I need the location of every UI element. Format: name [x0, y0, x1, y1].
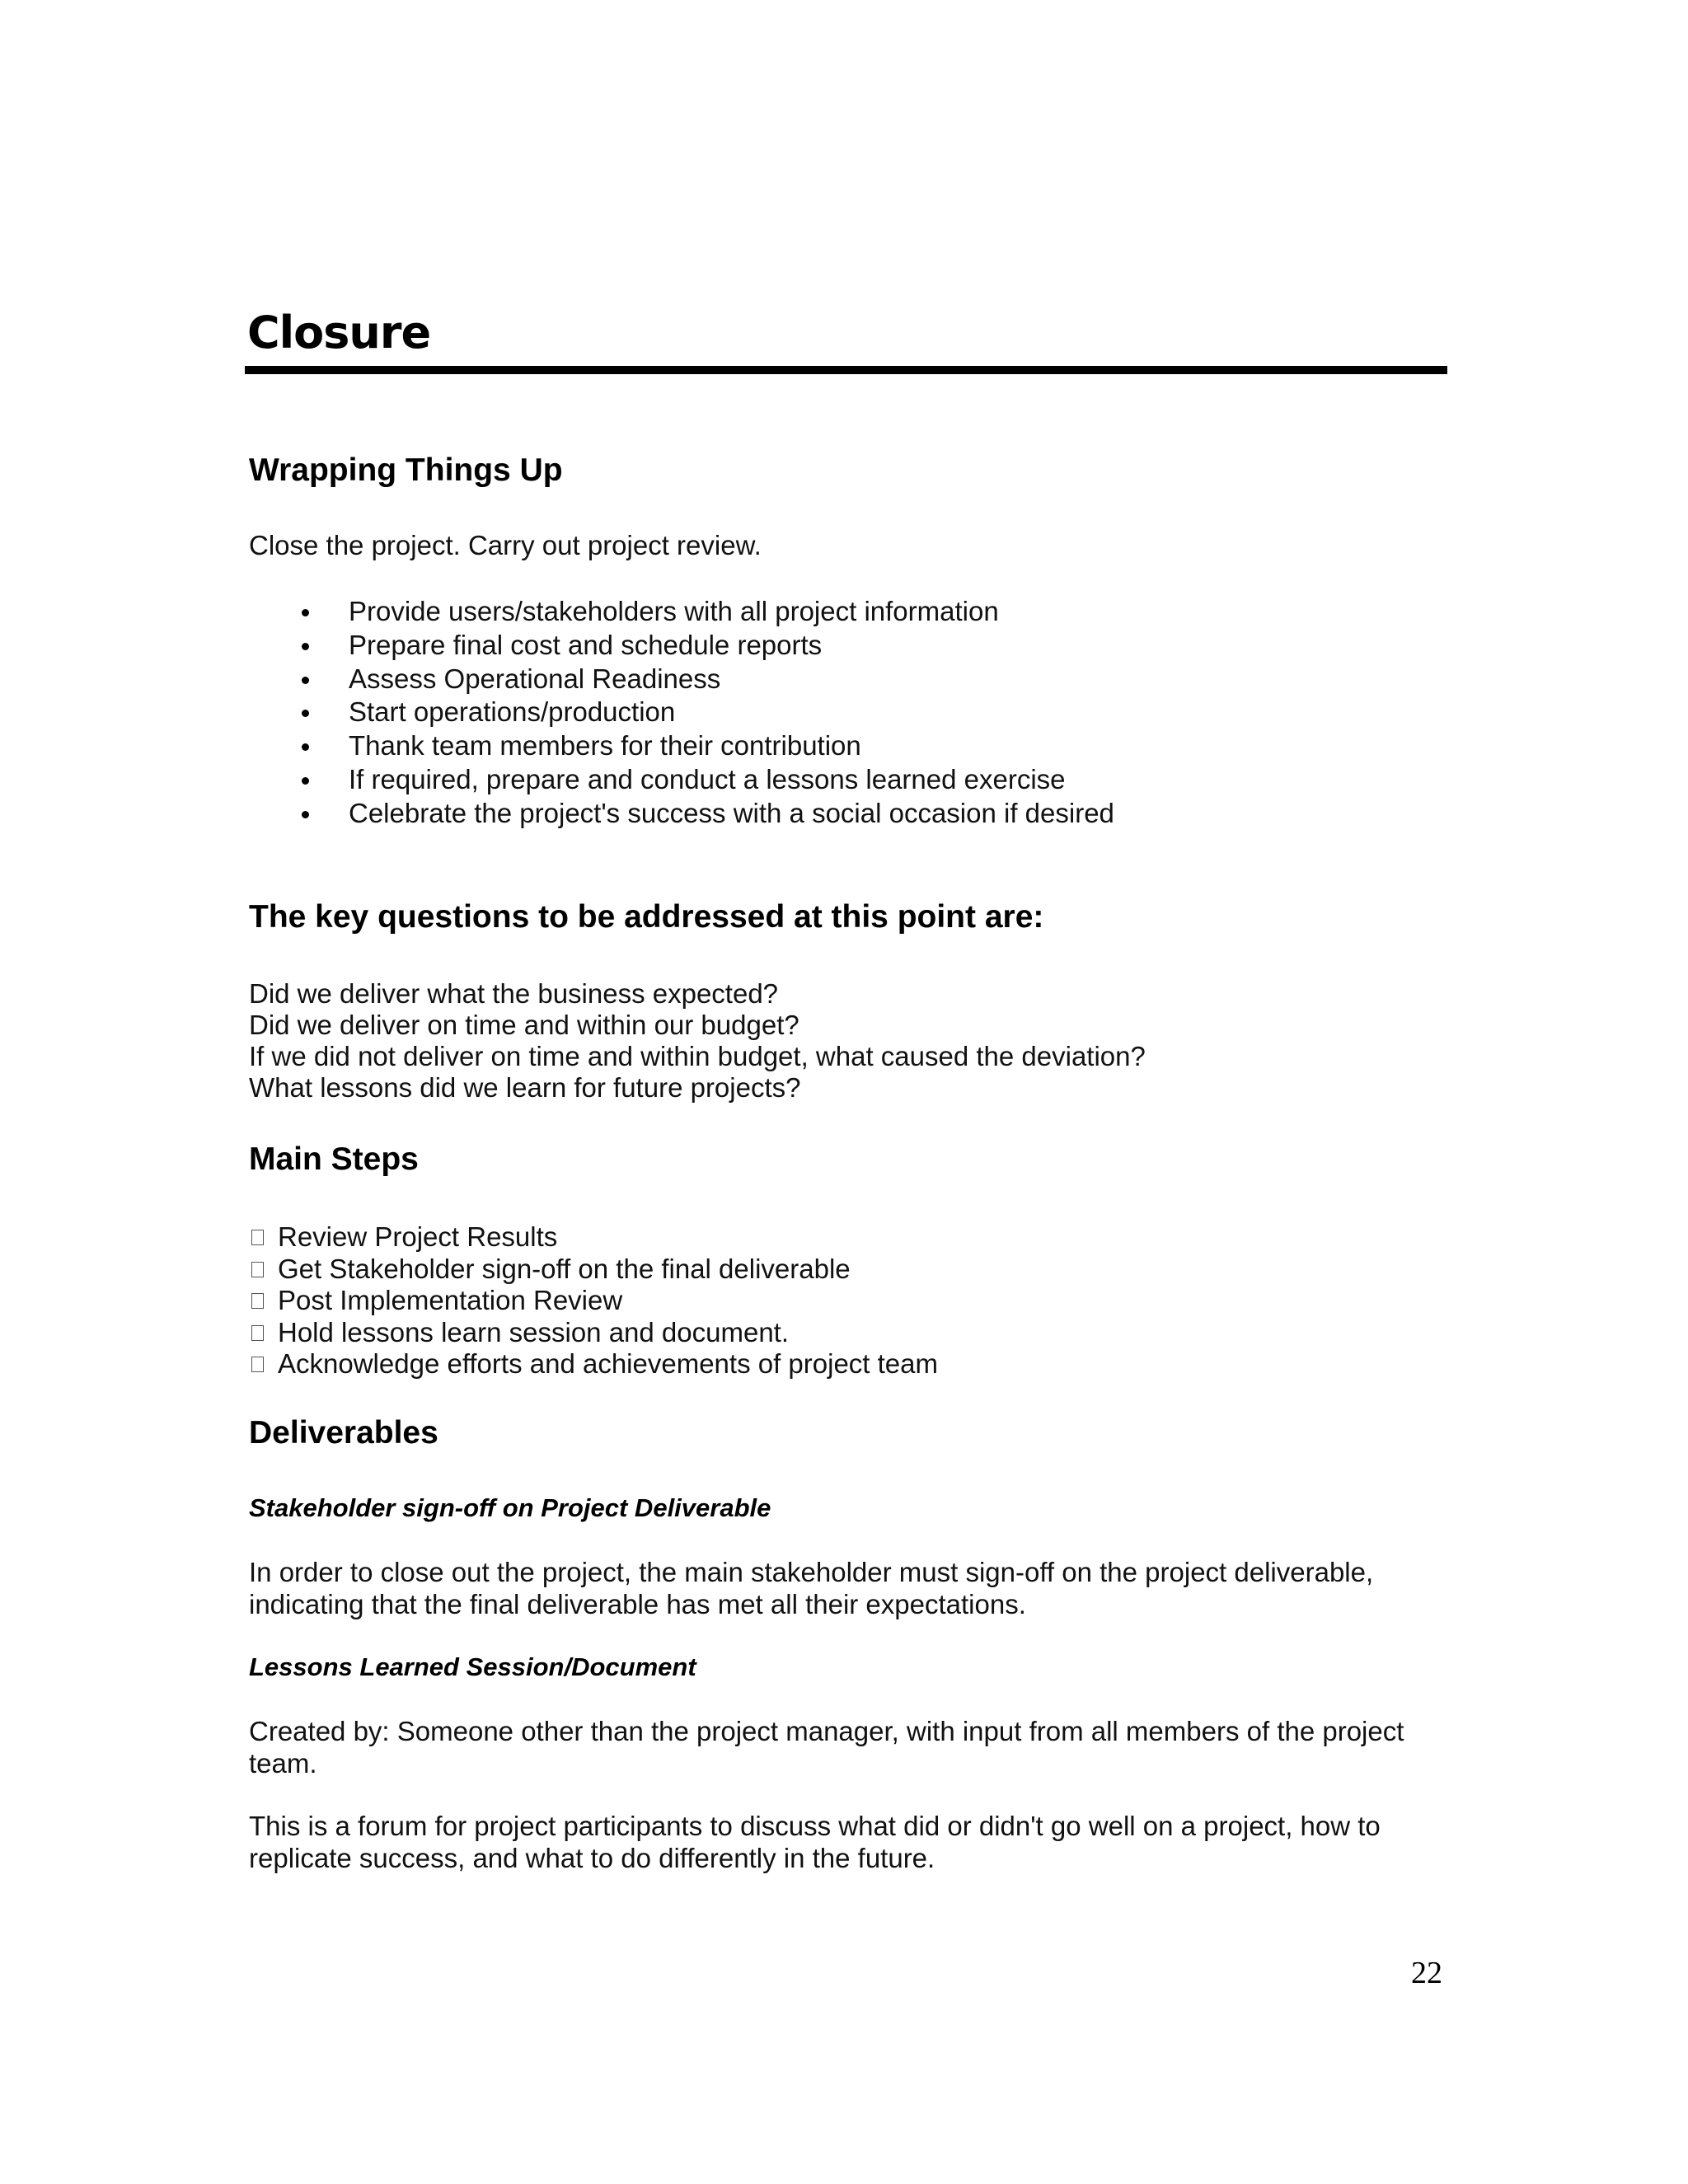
lessons-created-by: Created by: Someone other than the project manager, with input from all members of the project team.: [249, 1716, 1404, 1779]
section-heading-key-questions: The key questions to be addressed at this point are:: [249, 899, 1044, 935]
section-heading-deliverables: Deliverables: [249, 1415, 438, 1451]
list-item: Post Implementation Review: [251, 1285, 938, 1317]
bullet-icon: [302, 811, 309, 818]
title-rule: [245, 366, 1447, 374]
question-line: Did we deliver what the business expected?: [249, 978, 779, 1009]
section-heading-wrapping: Wrapping Things Up: [249, 452, 563, 488]
page-title: Closure: [247, 307, 431, 359]
question-line: Did we deliver on time and within our budget?: [249, 1010, 799, 1040]
bullet-icon: [302, 777, 309, 785]
list-item: Prepare final cost and schedule reports: [249, 629, 1114, 663]
list-item: Hold lessons learn session and document.: [251, 1317, 938, 1349]
page-number: 22: [1411, 1956, 1442, 1990]
wrapping-intro: Close the project. Carry out project review.: [249, 530, 762, 560]
bullet-icon: [302, 643, 309, 650]
checkbox-icon: [251, 1262, 264, 1277]
wrapping-bullet-list: [249, 595, 1114, 831]
bullet-icon: [302, 710, 309, 717]
subheading-lessons: Lessons Learned Session/Document: [249, 1652, 696, 1681]
checkbox-icon: [251, 1325, 264, 1341]
list-item: Celebrate the project's success with a social occasion if desired: [249, 797, 1114, 831]
list-item: Assess Operational Readiness: [249, 663, 1114, 696]
list-item: Thank team members for their contribution: [249, 729, 1114, 763]
signoff-paragraph: In order to close out the project, the main stakeholder must sign-off on the project deliverable, indicating that the final deliverable has met all their expectations.: [249, 1557, 1374, 1619]
list-item: Acknowledge efforts and achievements of project team: [251, 1348, 938, 1380]
section-heading-main-steps: Main Steps: [249, 1141, 419, 1177]
list-item: If required, prepare and conduct a lessons learned exercise: [249, 763, 1114, 797]
bullet-icon: [302, 743, 309, 751]
subheading-signoff: Stakeholder sign-off on Project Deliverable: [249, 1493, 771, 1522]
bullet-icon: [302, 677, 309, 684]
list-item: Get Stakeholder sign-off on the final deliverable: [251, 1254, 938, 1286]
main-steps-list: [251, 1221, 938, 1380]
lessons-description: This is a forum for project participants to discuss what did or didn't go well on a project, how to replicate success, and what to do differently in the future.: [249, 1811, 1381, 1873]
bullet-icon: [302, 609, 309, 616]
list-item: Provide users/stakeholders with all project information: [249, 595, 1114, 629]
list-item: Start operations/production: [249, 696, 1114, 729]
checkbox-icon: [251, 1357, 264, 1372]
question-line: If we did not deliver on time and within budget, what caused the deviation?: [249, 1041, 1146, 1071]
checkbox-icon: [251, 1293, 264, 1309]
list-item: Review Project Results: [251, 1221, 938, 1254]
checkbox-icon: [251, 1230, 264, 1245]
question-line: What lessons did we learn for future projects?: [249, 1072, 801, 1103]
